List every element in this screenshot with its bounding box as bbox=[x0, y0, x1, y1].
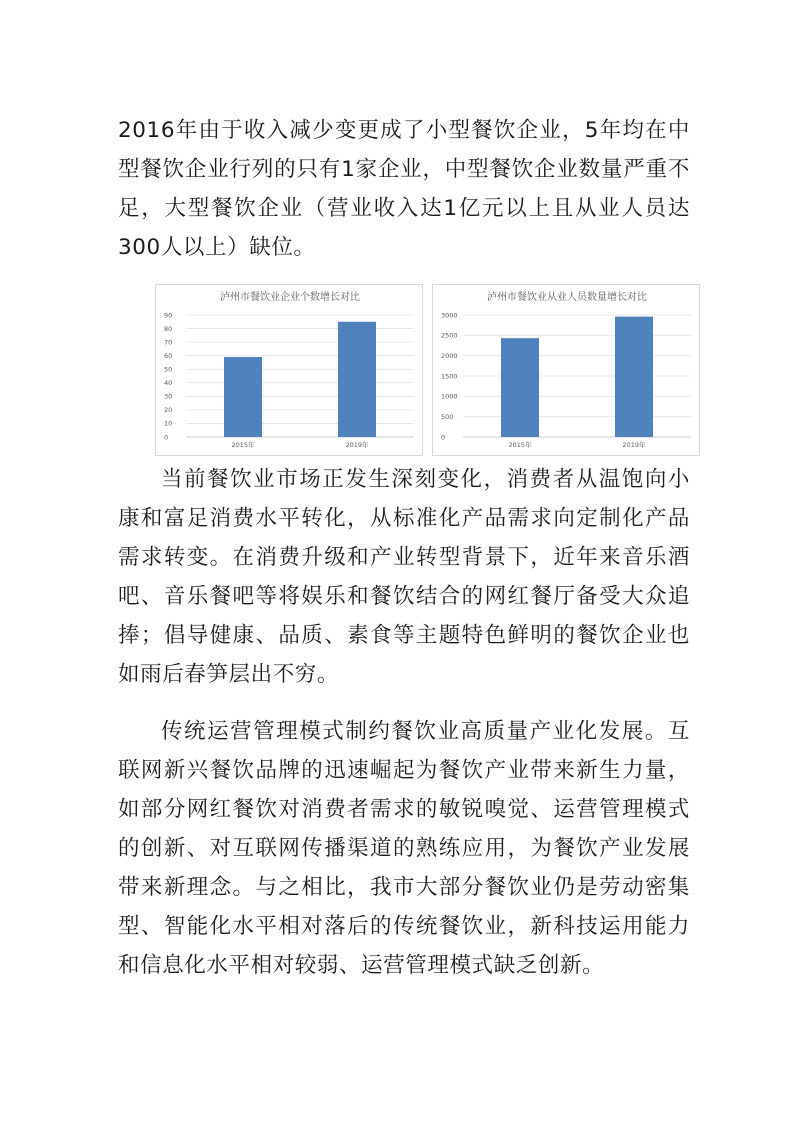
x-tick-label: 2019年 bbox=[622, 441, 646, 449]
bar bbox=[615, 317, 653, 437]
y-tick-label: 10 bbox=[164, 419, 173, 428]
y-tick-label: 0 bbox=[441, 433, 446, 442]
paragraph-2: 当前餐饮业市场正发生深刻变化，消费者从温饱向小康和富足消费水平转化，从标准化产品需求向定制化产品需求转变。在消费升级和产业转型背景下，近年来音乐酒吧、音乐餐吧等将娱乐和餐饮结合的网红餐厅备受大众追捧；倡导健康、品质、素食等主题特色鲜明的餐饮企业也如雨后春笋层出不穷。 bbox=[118, 467, 690, 687]
y-tick-label: 2500 bbox=[441, 331, 458, 340]
x-tick-label: 2015年 bbox=[231, 441, 255, 449]
bar-chart-enterprise-count bbox=[156, 285, 424, 457]
y-tick-label: 3000 bbox=[441, 311, 458, 320]
chart-title: 泸州市餐饮业企业个数增长对比 bbox=[220, 292, 360, 303]
paragraph-3: 传统运营管理模式制约餐饮业高质量产业化发展。互联网新兴餐饮品牌的迅速崛起为餐饮产业带来新生力量，如部分网红餐饮对消费者需求的敏锐嗅觉、运营管理模式的创新、对互联网传播渠道的熟练应用，为餐饮产业发展带来新理念。与之相比，我市大部分餐饮业仍是劳动密集型、智能化水平相对落后的传统餐饮业，新科技运用能力和信息化水平相对较弱、运营管理模式缺乏创新。 bbox=[118, 719, 690, 978]
y-tick-label: 20 bbox=[164, 406, 173, 415]
paragraph-1: 2016年由于收入减少变更成了小型餐饮企业，5年均在中型餐饮企业行列的只有1家企业，中型餐饮企业数量严重不足，大型餐饮企业（营业收入达1亿元以上且从业人员达300人以上）缺位。 bbox=[118, 118, 690, 260]
y-tick-label: 0 bbox=[164, 433, 169, 442]
y-tick-label: 1500 bbox=[441, 372, 458, 381]
chart-enterprise-count bbox=[155, 284, 423, 456]
y-tick-label: 1000 bbox=[441, 392, 458, 401]
chart-employee-count bbox=[432, 284, 700, 456]
y-tick-label: 40 bbox=[164, 379, 173, 388]
chart-title: 泸州市餐饮业从业人员数量增长对比 bbox=[487, 292, 647, 303]
y-tick-label: 500 bbox=[441, 412, 454, 421]
x-tick-label: 2019年 bbox=[345, 441, 369, 449]
y-tick-label: 70 bbox=[164, 338, 173, 347]
bar-chart-employee-count bbox=[433, 285, 701, 457]
y-tick-label: 2000 bbox=[441, 351, 458, 360]
y-tick-label: 90 bbox=[164, 311, 173, 320]
y-tick-label: 60 bbox=[164, 351, 173, 360]
y-tick-label: 80 bbox=[164, 324, 173, 333]
y-tick-label: 50 bbox=[164, 365, 173, 374]
y-tick-label: 30 bbox=[164, 392, 173, 401]
x-tick-label: 2015年 bbox=[508, 441, 532, 449]
bar bbox=[501, 338, 539, 437]
bar bbox=[338, 322, 376, 437]
bar bbox=[224, 357, 262, 437]
